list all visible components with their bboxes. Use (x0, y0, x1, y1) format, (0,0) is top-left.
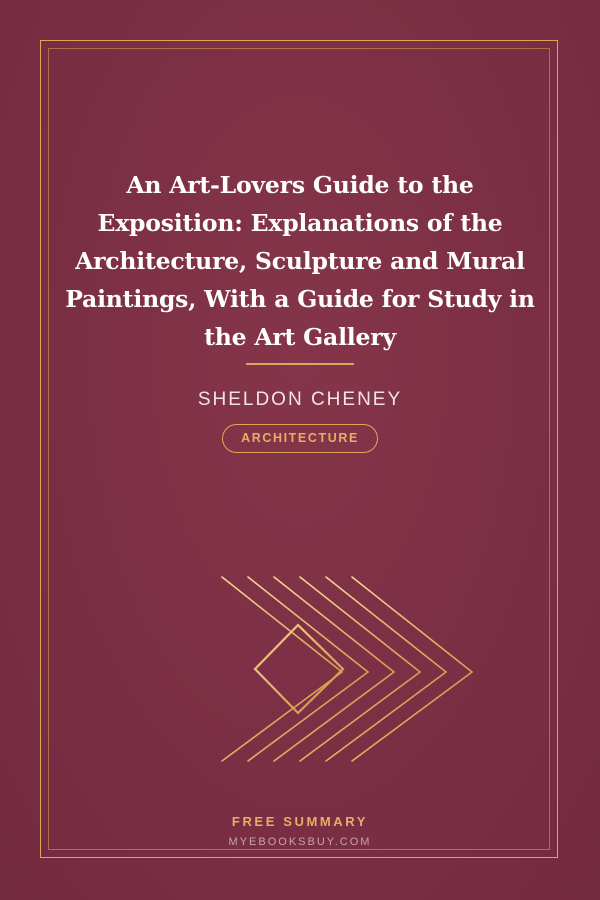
book-title: An Art-Lovers Guide to the Exposition: Explanations of the Architecture, Sculpture and Mural Paintings, With a Guide for Study in the Art Gallery (65, 171, 535, 351)
category-badge: ARCHITECTURE (222, 424, 378, 453)
site-name: MYEBOOKSBUY.COM (228, 836, 372, 848)
chevron-pattern-icon (200, 565, 480, 765)
book-author: SHELDON CHENEY (197, 389, 403, 410)
title-divider (246, 363, 354, 365)
free-summary-label: FREE SUMMARY (231, 814, 369, 829)
